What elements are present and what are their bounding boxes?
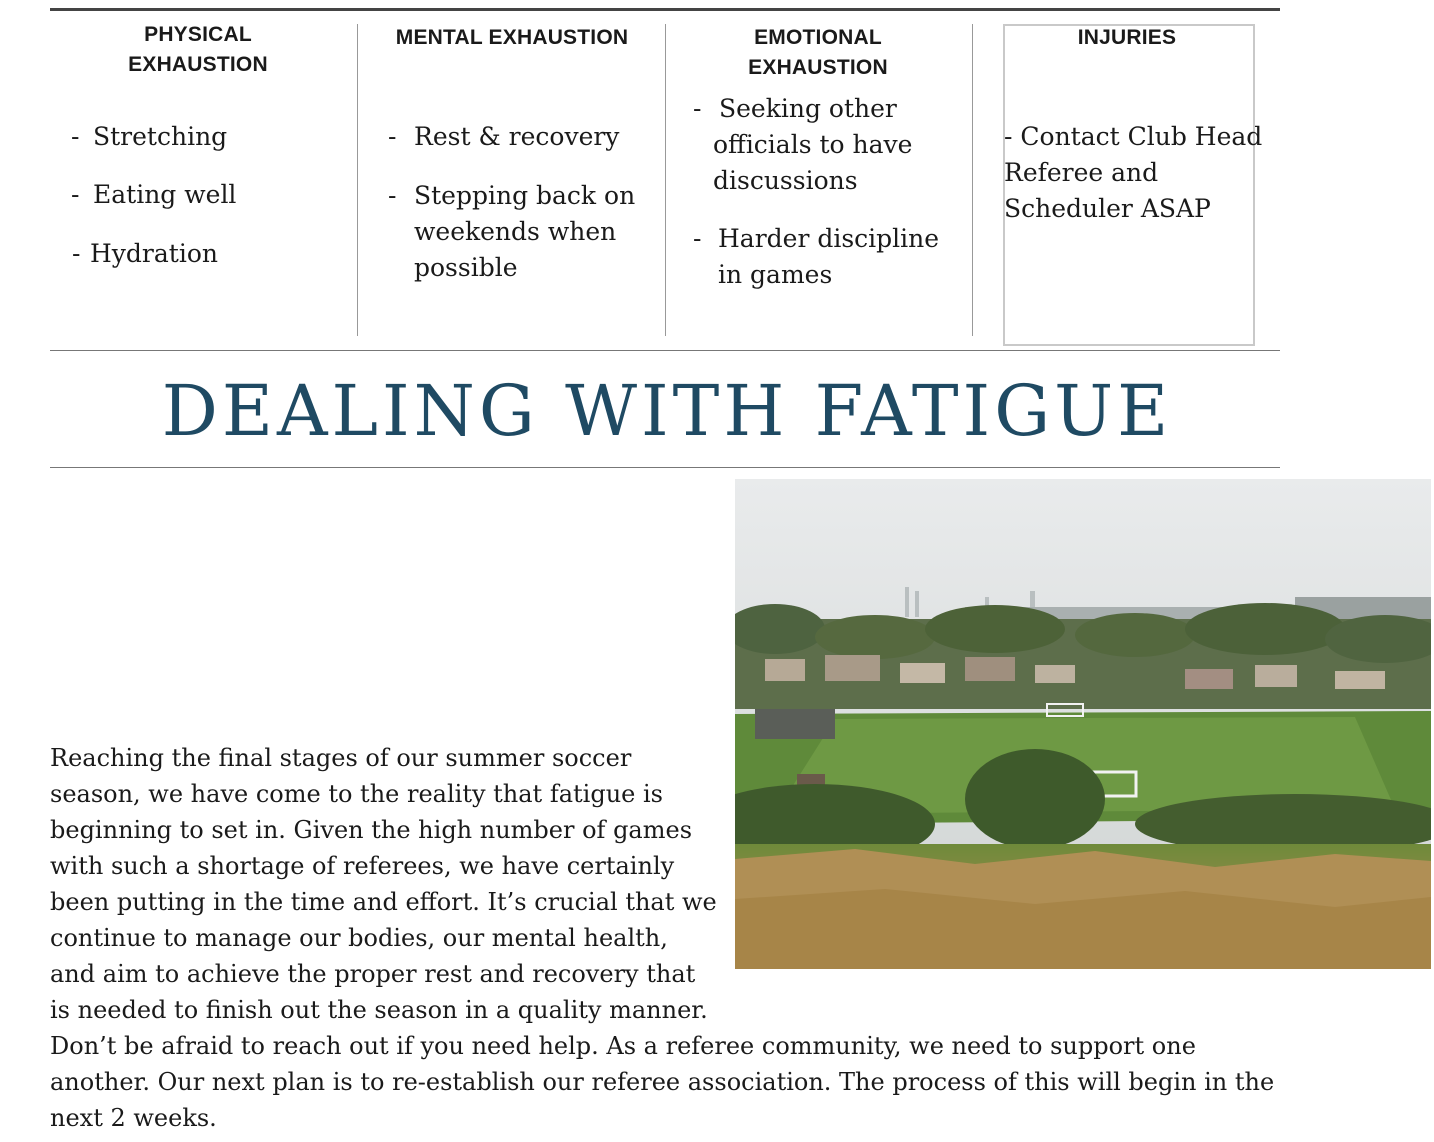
top-rule	[50, 8, 1280, 11]
list-item: - Eating well	[71, 180, 237, 209]
column-divider	[357, 24, 358, 336]
list-item: - Seeking other officials to have discussions	[693, 94, 913, 195]
column-divider	[972, 24, 973, 336]
list-item: - Stretching	[71, 122, 228, 151]
section-rule	[50, 467, 1280, 468]
list-item: - Harder discipline in games	[693, 224, 940, 289]
mental-exhaustion-heading: MENTAL EXHAUSTION	[395, 26, 629, 49]
list-item: - Hydration	[72, 239, 218, 268]
list-item: - Stepping back on weekends when possible	[388, 181, 636, 282]
page-title: DEALING WITH FATIGUE	[161, 370, 1173, 452]
section-rule	[50, 350, 1280, 351]
list-item: - Rest & recovery	[388, 122, 620, 151]
list-item: - Contact Club Head Referee and Scheduler ASAP	[1004, 122, 1263, 223]
physical-exhaustion-heading: PHYSICAL EXHAUSTION	[128, 23, 268, 76]
body-paragraph: Reaching the final stages of our summer soccer season, we have come to the reality that fatigue is beginning to set in. Given the high number of games with such a shortage of referees, we have certainly been putting in the time and effort. It’s crucial that we continue to manage our bodies, our mental health, and aim to achieve the proper rest and recovery that is needed to finish out the season in a quality manner. Don’t be afraid to reach out if you need help. As a referee community, we need to support one another. Our next plan is to re-establish our referee association. The process of this will begin in the next 2 weeks.	[50, 744, 1275, 1132]
emotional-exhaustion-heading: EMOTIONAL EXHAUSTION	[748, 26, 888, 79]
injuries-heading: INJURIES	[1077, 26, 1177, 49]
column-divider	[665, 24, 666, 336]
